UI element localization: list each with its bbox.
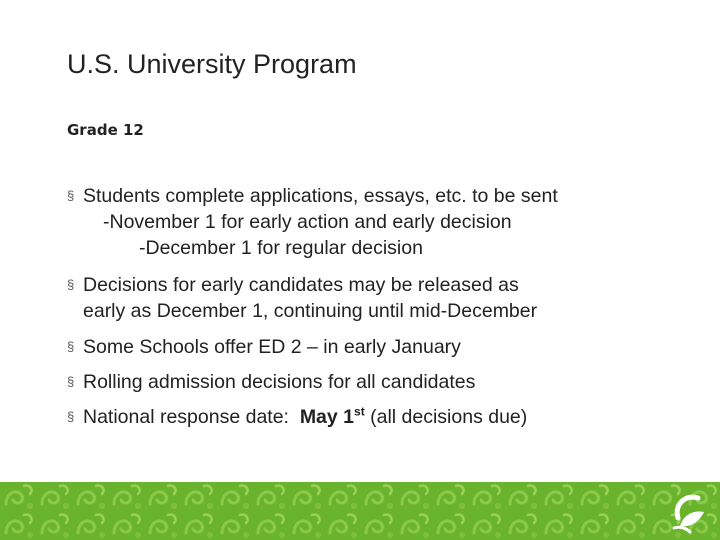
bullet-text: National response date: [83,406,300,428]
leaf-swirl-icon [668,490,712,534]
bullet-marker-icon: § [67,339,75,354]
bullet-item [67,272,667,324]
bullet-text: Some Schools offer ED 2 – in early January [83,336,461,358]
bullet-marker-icon: § [67,188,75,203]
bullet-marker-icon: § [67,277,75,292]
bullet-text-suffix: (all decisions due) [364,406,528,428]
footer-band [0,482,720,540]
bullet-text-continued: early as December 1, continuing until mid-December [83,300,538,322]
sub-bullet-text: -December 1 for regular decision [139,237,423,259]
bullet-item [67,183,667,209]
bullet-item [67,369,667,395]
ordinal-suffix: st [354,404,365,419]
bullet-marker-icon: § [67,374,75,389]
slide-subtitle: Grade 12 [67,121,144,139]
sub-bullet-text: -November 1 for early action and early decision [103,211,512,233]
slide-title: U.S. University Program [67,49,357,79]
bullet-text: Students complete applications, essays, etc. to be sent [83,185,558,207]
bullet-item [67,404,667,430]
footer-pattern [0,482,720,540]
bullet-item [67,334,667,360]
bullet-text: Decisions for early candidates may be released as [83,274,519,296]
bullet-marker-icon: § [67,409,75,424]
bullet-text: Rolling admission decisions for all candidates [83,371,476,393]
response-date: May 1 [299,406,355,428]
bullet-list [67,183,667,430]
